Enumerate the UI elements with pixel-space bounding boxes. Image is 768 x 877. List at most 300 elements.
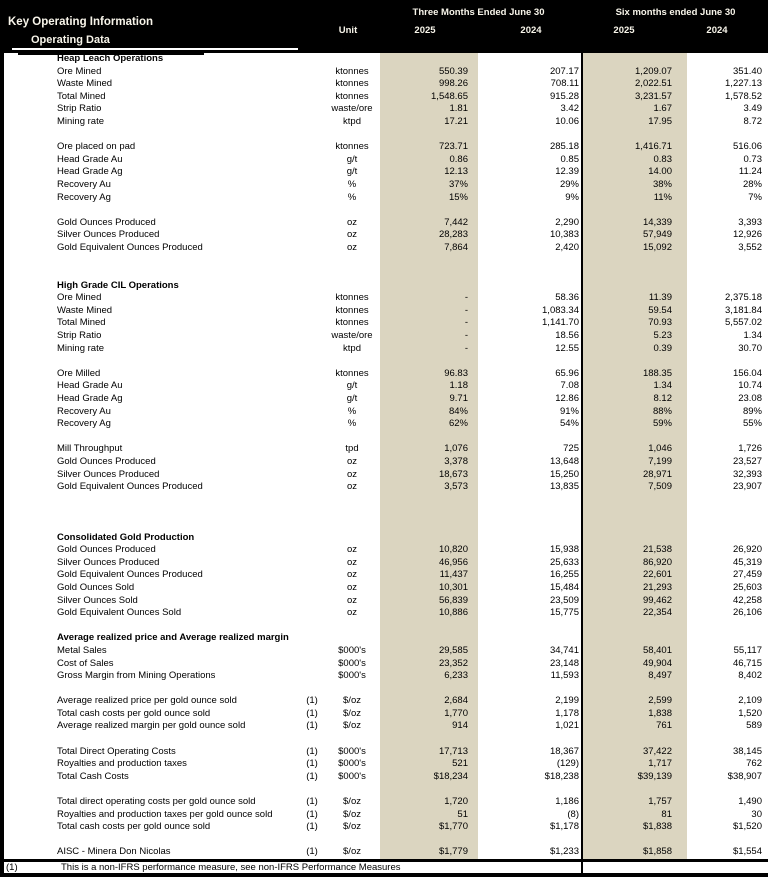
table-row [4,116,768,129]
value-cell [687,519,768,532]
column-header-year: 2024 [706,25,728,36]
footnote-marker-cell [300,469,324,482]
unit-cell: oz [346,468,358,480]
value-cell: 1,227.13 [725,78,762,90]
value-cell [380,355,478,368]
unit-cell: oz [346,556,358,568]
value-cell: 49,904 [583,658,687,671]
table-row [4,292,768,305]
row-label: Recovery Au [57,178,111,190]
footnote-marker-cell [300,292,324,305]
value-cell [583,532,687,545]
value-cell: 23.08 [738,393,762,405]
unit-cell: % [347,191,357,203]
value-cell: 8.72 [743,115,762,127]
table-row [4,708,768,721]
row-label: Recovery Ag [57,191,111,203]
value-cell: 11% [583,192,687,205]
table-row [4,91,768,104]
value-cell: 65.96 [555,367,579,379]
value-cell: 86,920 [583,557,687,570]
value-cell: 521 [380,758,478,771]
row-label: Average realized price per gold ounce sold [57,695,237,707]
section-header-row [4,532,768,545]
value-cell: 14.00 [583,166,687,179]
value-cell: 1,757 [583,796,687,809]
value-cell: 7.08 [560,380,579,392]
table-row [4,544,768,557]
unit-cell: tpd [345,443,359,455]
table-row [4,406,768,419]
table-row [4,166,768,179]
value-cell: 915.28 [549,90,579,102]
row-label: Gross Margin from Mining Operations [57,670,216,682]
footnote-marker-cell [300,443,324,456]
footnote-marker-cell [300,305,324,318]
footnote-marker-cell: (1) [306,796,318,808]
row-label: Total Cash Costs [57,770,129,782]
value-cell: 29% [559,178,579,190]
value-cell: 23,907 [732,481,762,493]
unit-cell: $/oz [343,821,361,833]
footnote-marker-cell [300,280,324,293]
footnote-marker-cell: (1) [306,846,318,858]
value-cell: 45,319 [732,556,762,568]
value-cell: 0.39 [583,343,687,356]
value-cell: 10,383 [549,229,579,241]
value-cell: 14,339 [583,217,687,230]
row-label: Ore placed on pad [57,141,136,153]
value-cell: $1,838 [583,821,687,834]
row-label: Strip Ratio [57,330,102,342]
value-cell: 11.24 [738,166,762,178]
table-row [4,771,768,784]
value-cell: 46,715 [732,657,762,669]
value-cell: 18,367 [549,745,579,757]
row-label: Gold Equivalent Ounces Produced [57,481,203,493]
row-label: Head Grade Ag [57,393,123,405]
value-cell [687,431,768,444]
footnote-marker-cell [300,267,324,280]
unit-cell: waste/ore [331,103,373,115]
value-cell: 30.70 [738,342,762,354]
value-cell [583,355,687,368]
value-cell [380,519,478,532]
value-cell: 1.34 [583,380,687,393]
value-cell: 15,484 [549,581,579,593]
row-label: Gold Ounces Produced [57,216,156,228]
row-label: Total Mined [57,90,106,102]
unit-cell [324,204,380,217]
value-cell: 11,593 [550,670,579,682]
row-label: Heap Leach Operations [57,53,164,64]
footnote-marker-cell [300,154,324,167]
value-cell: 1,548.65 [380,91,478,104]
value-cell: 54% [559,418,579,430]
row-label: Ore Milled [57,367,101,379]
row-label: Total Mined [57,317,106,329]
value-cell [380,620,478,633]
value-cell [478,532,583,545]
unit-cell: $/oz [343,796,361,808]
footnote-marker-cell: (1) [306,770,318,782]
value-cell [380,834,478,847]
footnote-marker-cell: (1) [306,745,318,757]
footnote-marker-cell [300,481,324,494]
value-cell: 18,673 [380,469,478,482]
unit-cell: oz [346,607,358,619]
unit-cell [324,267,380,280]
unit-cell [324,519,380,532]
value-cell: 285.18 [549,141,579,153]
value-cell: 28,971 [583,469,687,482]
table-row [4,103,768,116]
unit-cell: $/oz [343,695,361,707]
value-cell: 8,497 [583,670,687,683]
footnote-marker-cell [300,141,324,154]
value-cell: 99,462 [583,595,687,608]
row-label: Gold Ounces Produced [57,544,156,556]
unit-cell: ktonnes [335,141,369,153]
unit-cell [324,280,380,293]
column-header-year: 2025 [414,25,436,36]
value-cell [380,129,478,142]
value-cell: 1.18 [380,380,478,393]
footnote-marker-cell [300,418,324,431]
row-label [4,494,300,507]
row-label: Ore Mined [57,65,102,77]
value-cell: 15,938 [549,544,579,556]
value-cell: 84% [380,406,478,419]
row-label: Ore Mined [57,292,102,304]
row-label: Head Grade Ag [57,166,123,178]
value-cell: 1,021 [555,720,579,732]
value-cell: 12.86 [555,393,579,405]
value-cell: $1,554 [732,846,762,858]
value-cell: 59.54 [583,305,687,318]
value-cell: 0.86 [380,154,478,167]
unit-cell [324,129,380,142]
row-label: Cost of Sales [57,657,114,669]
footnote-marker-cell [300,242,324,255]
value-cell: 26,920 [732,544,762,556]
value-cell: 13,648 [549,456,579,467]
value-cell [583,129,687,142]
value-cell [687,355,768,368]
table-row [4,645,768,658]
value-cell: (8) [567,808,579,820]
table-row [4,229,768,242]
unit-cell: $000's [338,670,366,682]
footnote-marker-cell: (1) [306,808,318,820]
footnote-marker-cell [300,355,324,368]
value-cell: 1,076 [380,443,478,456]
value-cell: 708.11 [550,78,579,90]
value-cell [478,632,583,645]
unit-cell: waste/ore [331,330,373,342]
table-row [4,557,768,570]
table-row [4,154,768,167]
value-cell: 0.83 [583,154,687,167]
spacer-row [4,834,768,847]
footnote-marker-cell [300,229,324,242]
unit-cell: ktonnes [335,292,369,304]
footnote-marker-cell [300,53,324,66]
footnote-marker-cell [300,733,324,746]
row-label [4,506,300,519]
row-label [4,267,300,280]
unit-cell: ktonnes [335,78,369,90]
value-cell: 96.83 [380,368,478,381]
footnote-marker-cell [300,103,324,116]
row-label: Silver Ounces Produced [57,229,160,241]
value-cell [380,632,478,645]
value-cell [687,532,768,545]
value-cell [380,267,478,280]
value-cell: 5,557.02 [725,317,762,329]
value-cell: 55% [742,418,762,430]
row-label: Head Grade Au [57,153,123,165]
value-cell: 2,290 [555,216,579,228]
unit-cell: ktonnes [335,304,369,316]
footnote-marker-cell [300,431,324,444]
value-cell: 12.13 [380,166,478,179]
unit-cell: ktonnes [335,317,369,329]
value-cell: 88% [583,406,687,419]
value-cell: 28,283 [380,229,478,242]
value-cell: 23,509 [549,594,579,606]
value-cell: 2,684 [380,695,478,708]
value-cell: 3,231.57 [583,91,687,104]
value-cell: 12,926 [732,229,762,241]
value-cell: 2,599 [583,695,687,708]
footnote-marker-cell [300,129,324,142]
value-cell [380,280,478,293]
value-cell [687,267,768,280]
column-header-unit: Unit [338,25,358,36]
row-label [4,355,300,368]
table-row [4,305,768,318]
value-cell: 7,864 [380,242,478,255]
value-cell: 1,141.70 [542,317,579,329]
value-cell: - [380,330,478,343]
footnote-marker-cell [300,494,324,507]
row-label: Total cash costs per gold ounce sold [57,821,211,833]
row-label [4,834,300,847]
footnote-marker-cell [300,544,324,557]
value-cell: 21,293 [583,582,687,595]
spacer-row [4,620,768,633]
value-cell: 30 [751,808,762,820]
value-cell [478,494,583,507]
row-label: AISC - Minera Don Nicolas [57,846,171,858]
row-label: Silver Ounces Sold [57,594,138,606]
spacer-row [4,431,768,444]
value-cell: $1,233 [549,846,579,858]
value-cell: 58.36 [555,292,579,304]
value-cell: 1,770 [380,708,478,721]
value-cell [478,431,583,444]
row-label: Waste Mined [57,304,113,316]
value-cell: 3,393 [738,216,762,228]
row-label [4,519,300,532]
value-cell: 516.06 [732,141,762,153]
value-cell: 2,375.18 [725,292,762,304]
value-cell [583,494,687,507]
value-cell: 5.23 [583,330,687,343]
table-row [4,758,768,771]
value-cell: 7,509 [583,481,687,494]
value-cell: 17.21 [380,116,478,129]
value-cell: 2,109 [738,695,762,707]
row-label: Mining rate [57,342,104,354]
footnote-marker-cell [300,506,324,519]
unit-cell: $/oz [343,720,361,732]
footnote-marker-cell [300,595,324,608]
footnote-marker-cell [300,406,324,419]
row-label: Mining rate [57,115,104,127]
footnote-marker-cell [300,217,324,230]
row-label [4,733,300,746]
value-cell: 188.35 [583,368,687,381]
table-row [4,695,768,708]
table-row [4,78,768,91]
value-cell: 11,437 [380,569,478,582]
spacer-row [4,683,768,696]
value-cell [478,204,583,217]
value-cell [478,834,583,847]
value-cell: 6,233 [380,670,478,683]
value-cell [583,255,687,268]
column-group-three-months: Three Months Ended June 30 [412,7,545,18]
row-label: Average realized margin per gold ounce sold [57,720,246,732]
value-cell [380,255,478,268]
unit-cell: $000's [338,644,366,656]
value-cell: 23,527 [732,456,762,467]
value-cell: 58,401 [583,645,687,658]
value-cell: 57,949 [583,229,687,242]
value-cell: 15,092 [583,242,687,255]
table-row [4,720,768,733]
value-cell [478,129,583,142]
footnote-marker-cell [300,166,324,179]
footnote-marker-cell [300,179,324,192]
value-cell: 1.81 [380,103,478,116]
value-cell: 0.85 [560,153,579,165]
row-label [4,783,300,796]
left-border [0,0,4,877]
table-row [4,330,768,343]
value-cell: 1.67 [583,103,687,116]
row-label: Gold Equivalent Ounces Sold [57,607,182,619]
table-row [4,670,768,683]
subtitle-underline [12,48,298,50]
value-cell [380,53,478,66]
value-cell [687,620,768,633]
value-cell: 1,838 [583,708,687,721]
value-cell [478,620,583,633]
footnote-marker-cell [300,607,324,620]
value-cell [380,532,478,545]
value-cell [478,519,583,532]
footnote-marker-cell: (1) [306,695,318,707]
value-cell [478,506,583,519]
table-row [4,821,768,834]
value-cell: 7,199 [583,456,687,469]
table-row [4,217,768,230]
value-cell: 7% [748,191,762,203]
row-label [4,620,300,633]
value-cell: 3,378 [380,456,478,469]
footnote-marker-cell [300,519,324,532]
row-label: Waste Mined [57,78,113,90]
value-cell [687,834,768,847]
value-cell: 1,720 [380,796,478,809]
value-cell [583,53,687,66]
footnote-marker-cell [300,192,324,205]
table-row [4,469,768,482]
row-label [4,683,300,696]
unit-cell: g/t [346,380,358,392]
value-cell: 38,145 [732,745,762,757]
unit-cell: $000's [338,758,366,770]
footnote-marker-cell [300,393,324,406]
unit-cell: oz [346,594,358,606]
footnote-marker-cell [300,66,324,79]
footnote-marker-cell: (1) [306,821,318,833]
unit-cell [324,506,380,519]
value-cell [380,683,478,696]
value-cell: 3,552 [738,241,762,253]
value-cell [478,733,583,746]
row-label [4,129,300,142]
value-cell [478,53,583,66]
value-cell [380,506,478,519]
value-cell: 1,178 [555,707,579,719]
spacer-row [4,267,768,280]
value-cell: 723.71 [380,141,478,154]
value-cell: 15% [380,192,478,205]
value-cell: 21,538 [583,544,687,557]
value-cell: 7,442 [380,217,478,230]
unit-cell: oz [346,456,358,467]
value-cell: 351.40 [732,65,762,77]
footnote-marker-cell [300,204,324,217]
value-cell: 9.71 [380,393,478,406]
value-cell: 25,603 [732,581,762,593]
footnote-marker-cell [300,834,324,847]
row-label: Royalties and production taxes per gold ounce sold [57,808,273,820]
value-cell [380,733,478,746]
unit-cell: oz [346,481,358,493]
value-cell [583,431,687,444]
row-label: Total cash costs per gold ounce sold [57,707,211,719]
value-cell: 17.95 [583,116,687,129]
value-cell: 16,255 [549,569,579,581]
unit-cell: $000's [338,657,366,669]
value-cell: 1,083.34 [542,304,579,316]
value-cell: 1,186 [555,796,579,808]
unit-cell: ktonnes [335,367,369,379]
unit-cell [324,620,380,633]
value-cell: 42,258 [732,594,762,606]
value-cell: 10.06 [555,115,579,127]
value-cell: 2,420 [555,241,579,253]
table-row [4,846,768,859]
value-cell: 37,422 [583,746,687,759]
unit-cell [324,255,380,268]
spacer-row [4,255,768,268]
